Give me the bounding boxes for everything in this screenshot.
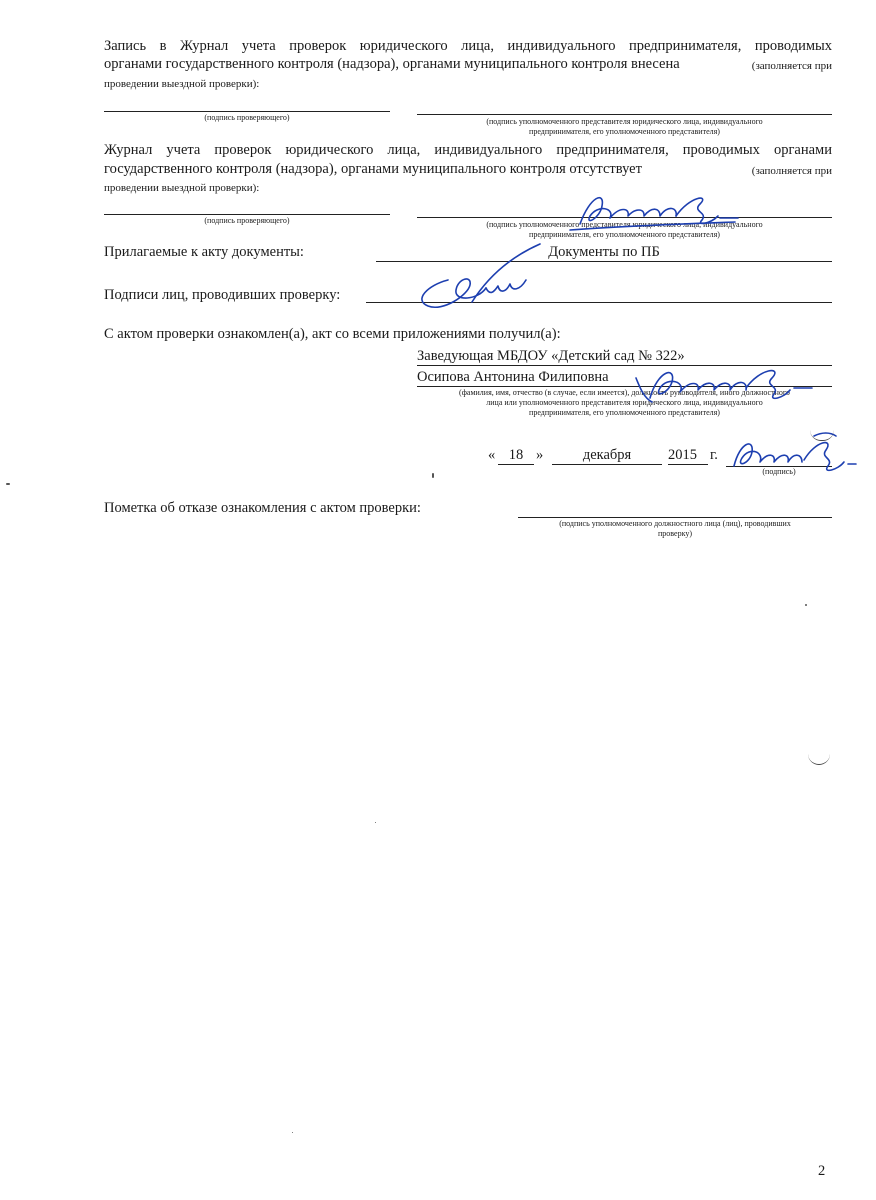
- date-year-line: [668, 464, 708, 465]
- section2-line3: [104, 178, 259, 197]
- date-day-line: [498, 464, 534, 465]
- section1-line2-note: (заполняется при: [751, 60, 832, 72]
- section1-line3: [104, 74, 259, 93]
- acknowledgement-caption-1: (фамилия, имя, отчество (в случае, если имеется), должность руководителя, иного должностного: [459, 388, 790, 397]
- section2-line3-note: проведении выездной проверки):: [104, 182, 260, 194]
- date-day[interactable]: 18: [508, 447, 524, 463]
- date-year-suffix: г.: [710, 447, 718, 463]
- section2-caption-inspector: (подпись проверяющего): [204, 216, 290, 225]
- acknowledgement-caption-3: предпринимателя, его уполномоченного представителя): [529, 408, 720, 417]
- page-number: 2: [818, 1163, 826, 1179]
- refusal-caption: [518, 519, 832, 539]
- date-open-quote: «: [488, 447, 496, 463]
- acknowledgement-name[interactable]: Осипова Антонина Филиповна: [417, 369, 609, 385]
- date-signature: [722, 430, 862, 485]
- attachments-label: Прилагаемые к акту документы:: [104, 244, 304, 260]
- refusal-signature-line[interactable]: [518, 517, 832, 518]
- refusal-caption-2: проверку): [658, 529, 692, 538]
- section1-caption-representative-2: предпринимателя, его уполномоченного представителя): [529, 127, 720, 136]
- section2-line1: Журнал учета проверок юридического лица, индивидуального предпринимателя, проводимых органами: [104, 142, 832, 158]
- section1-inspector-signature-line[interactable]: [104, 111, 390, 112]
- section1-line1: Запись в Журнал учета проверок юридического лица, индивидуального предпринимателя, проводимых: [104, 38, 832, 54]
- section2-line2: [104, 160, 832, 180]
- scan-speck: [805, 604, 807, 606]
- acknowledgement-caption-2: лица или уполномоченного представителя юридического лица, индивидуального: [486, 398, 763, 407]
- refusal-caption-1: (подпись уполномоченного должностного лица (лиц), проводивших: [559, 519, 791, 528]
- inspectors-label: Подписи лиц, проводивших проверку:: [104, 287, 341, 303]
- scan-speck: [6, 483, 10, 485]
- date-row: [488, 446, 728, 466]
- date-close-quote: »: [536, 447, 544, 463]
- section1-caption-representative: [417, 117, 832, 137]
- section1-caption-representative-1: (подпись уполномоченного представителя юридического лица, индивидуального: [486, 117, 763, 126]
- section1-line2-main: органами государственного контроля (надзора), органами муниципального контроля внесена: [104, 56, 680, 72]
- section2-line2-main: государственного контроля (надзора), органами муниципального контроля отсутствует: [104, 161, 642, 177]
- section2-caption-representative-2: предпринимателя, его уполномоченного представителя): [529, 230, 720, 239]
- section1-representative-signature-line[interactable]: [417, 114, 832, 115]
- scan-speck: [375, 822, 376, 823]
- date-month[interactable]: декабря: [582, 447, 632, 463]
- scan-speck: [292, 1132, 293, 1133]
- scan-mark: [808, 752, 830, 765]
- refusal-label: Пометка об отказе ознакомления с актом проверки:: [104, 500, 421, 516]
- scan-speck: [432, 473, 434, 478]
- section1-line2: [104, 55, 832, 75]
- date-year[interactable]: 2015: [668, 447, 697, 463]
- representative-signature-1: [560, 186, 760, 241]
- section2-caption-representative-1: (подпись уполномоченного представителя юридического лица, индивидуального: [486, 220, 763, 229]
- inspector-signature: [408, 240, 558, 325]
- acknowledgement-label: С актом проверки ознакомлен(а), акт со всеми приложениями получил(а):: [104, 326, 561, 342]
- attachments-value[interactable]: Документы по ПБ: [548, 244, 660, 260]
- section2-inspector-signature-line[interactable]: [104, 214, 390, 215]
- section1-line3-note: проведении выездной проверки):: [104, 78, 260, 90]
- acknowledgement-position[interactable]: Заведующая МБДОУ «Детский сад № 322»: [417, 348, 685, 364]
- section1-caption-inspector: (подпись проверяющего): [204, 113, 290, 122]
- date-signature-caption: (подпись): [762, 467, 796, 476]
- representative-signature-2: [628, 358, 828, 418]
- section2-line2-note: (заполняется при: [751, 165, 832, 177]
- date-month-line: [552, 464, 662, 465]
